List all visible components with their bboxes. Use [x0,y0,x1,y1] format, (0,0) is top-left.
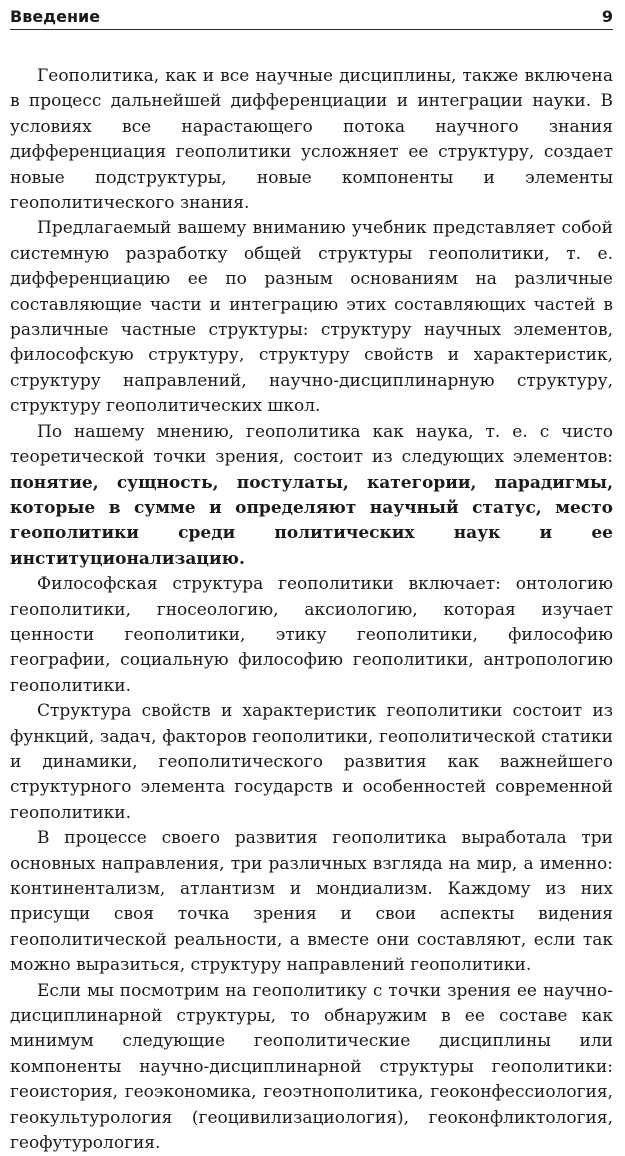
paragraph-scientific-elements [10,420,613,572]
paragraph-directions: В процессе своего развития геополитика выработала три основных направления, три различных взгляда на мир, а именно: континентализм, атлантизм и мондиализм. Каждому из них присущи своя точка зрения и свои аспекты видения геополитической реальности, а вместе они составляют, если так можно выразиться, структуру направлений геополитики. [10,828,613,976]
paragraph-disciplines: Если мы посмотрим на геополитику с точки зрения ее научно-дисциплинарной структуры, то обнаружим в ее составе как минимум следующие геополитические дисциплины или компоненты научно-дисциплинарной структуры геополитики: геоистория, геоэкономика, геоэтнополитика, геоконфессиология, геокультурология (геоцивилизациология), геоконфликтология, геофутурология. [10,980,613,1154]
paragraph-text: По нашему мнению, геополитика как наука, т. е. с чисто теоретической точки зрения, состоит из следующих элементов: [10,421,613,468]
paragraph-properties-structure: Структура свойств и характеристик геополитики состоит из функций, задач, факторов геополитики, геополитической статики и динамики, геополитического развития как важнейшего структурного элемента государств и особенностей современной геополитики. [10,701,613,823]
paragraph-philosophical-structure: Философская структура геополитики включает: онтологию геополитики, гносеологию, аксиологию, которая изучает ценности геополитики, этику геополитики, философию географии, социальную философию геополитики, антропологию геополитики. [10,574,613,696]
body-text [10,64,613,1156]
page-number: 9 [601,7,613,26]
section-title: Введение [10,7,101,26]
running-header [10,5,613,30]
bold-emphasis: понятие, сущность, постулаты, категории, парадигмы, которые в сумме и определяют научный статус, место геополитики среди политических наук и ее институционализацию. [10,472,613,569]
paragraph-textbook-structure: Предлагаемый вашему вниманию учебник представляет собой системную разработку общей структуры геополитики, т. е. дифференциацию ее по разным основаниям на различные составляющие части и интеграцию этих составляющих частей в различные частные структуры: структуру научных элементов, философскую структуру, структуру свойств и характеристик, структуру направлений, научно-дисциплинарную структуру, структуру геополитических школ. [10,218,613,417]
paragraph-differentiation: Геополитика, как и все научные дисциплины, также включена в процесс дальнейшей дифференциации и интеграции науки. В условиях все нарастающего потока научного знания дифференциация геополитики усложняет ее структуру, создает новые подструктуры, новые компоненты и элементы геополитического знания. [10,66,613,214]
